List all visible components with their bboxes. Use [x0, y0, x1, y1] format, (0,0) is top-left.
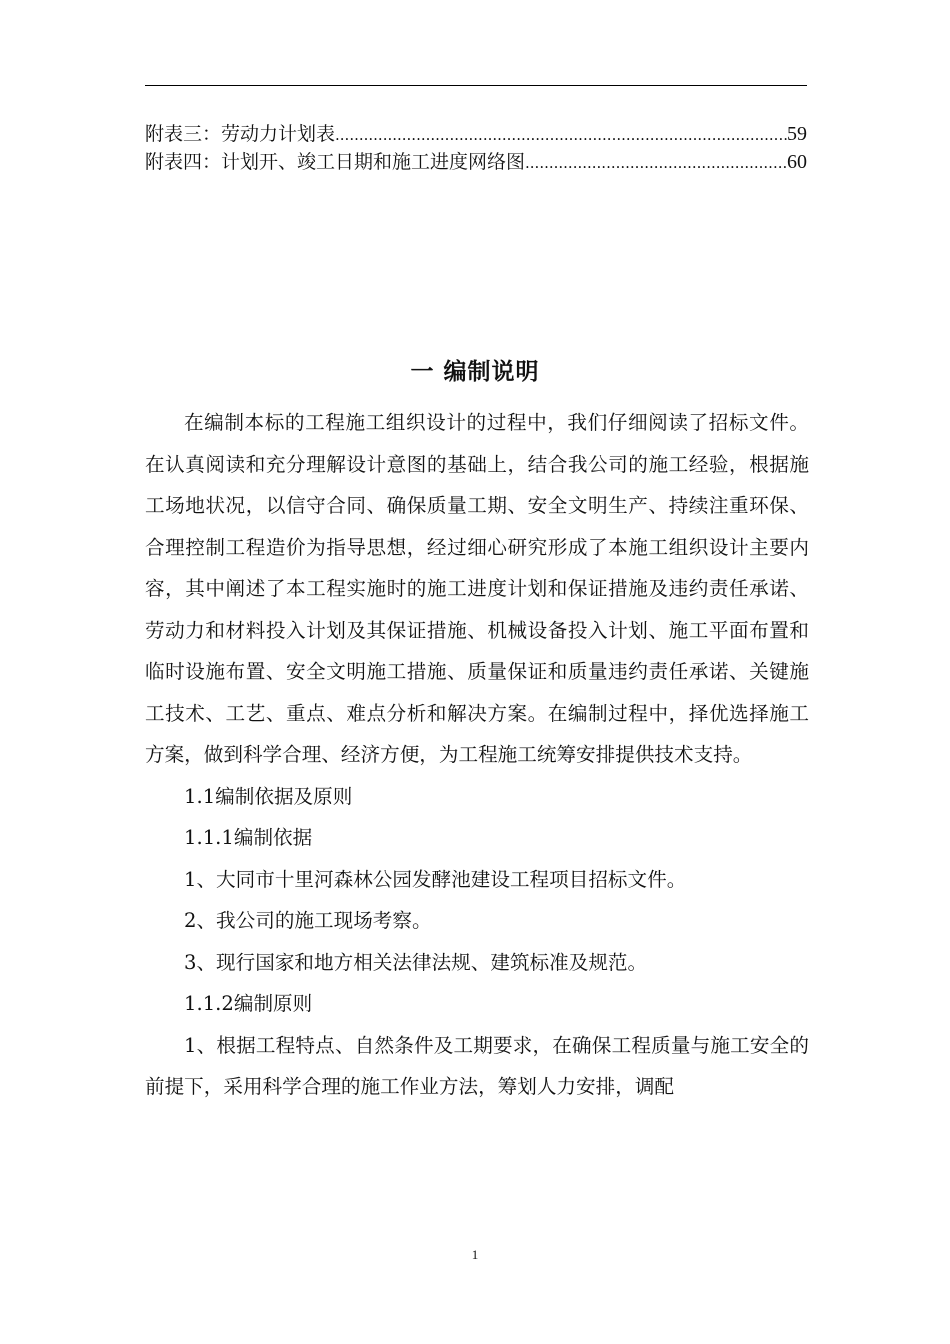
subsection-heading-1-1-1: 1.1.1编制依据: [184, 826, 313, 849]
toc-entry-label: 附表三：劳动力计划表: [145, 123, 336, 145]
table-of-contents: [145, 121, 807, 177]
intro-paragraph: 在编制本标的工程施工组织设计的过程中，我们仔细阅读了招标文件。在认真阅读和充分理解设计意图的基础上，结合我公司的施工经验，根据施工场地状况，以信守合同、确保质量工期、安全文明生产、持续注重环保、合理控制工程造价为指导思想，经过细心研究形成了本施工组织设计主要内容，其中阐述了本工程实施时的施工进度计划和保证措施及违约责任承诺、劳动力和材料投入计划及其保证措施、机械设备投入计划、施工平面布置和临时设施布置、安全文明施工措施、质量保证和质量违约责任承诺、关键施工技术、工艺、重点、难点分析和解决方案。在编制过程中，择优选择施工方案，做到科学合理、经济方便，为工程施工统筹安排提供技术支持。: [145, 411, 809, 766]
body-text: [145, 402, 809, 1108]
toc-entry-page: 60: [787, 151, 807, 173]
page-number: 1: [471, 1247, 479, 1262]
toc-entry[interactable]: [145, 121, 807, 149]
toc-leader-dots: [335, 122, 787, 149]
toc-entry-label: 附表四：计划开、竣工日期和施工进度网络图: [145, 151, 526, 173]
basis-item: 3、现行国家和地方相关法律法规、建筑标准及规范。: [184, 950, 648, 974]
principle-paragraph: 1、根据工程特点、自然条件及工期要求，在确保工程质量与施工安全的前提下，采用科学合理的施工作业方法，筹划人力安排，调配: [145, 1033, 809, 1098]
section-title: 一 编制说明: [410, 359, 540, 385]
subsection-heading-1-1-2: 1.1.2编制原则: [184, 992, 313, 1015]
header-rule: [145, 85, 807, 86]
basis-item: 1、大同市十里河森林公园发酵池建设工程项目招标文件。: [184, 867, 687, 891]
toc-leader-dots: [525, 150, 787, 177]
toc-entry-page: 59: [787, 123, 807, 145]
basis-item: 2、我公司的施工现场考察。: [184, 909, 432, 932]
subsection-heading-1-1: 1.1编制依据及原则: [184, 784, 353, 808]
toc-entry[interactable]: [145, 149, 807, 177]
